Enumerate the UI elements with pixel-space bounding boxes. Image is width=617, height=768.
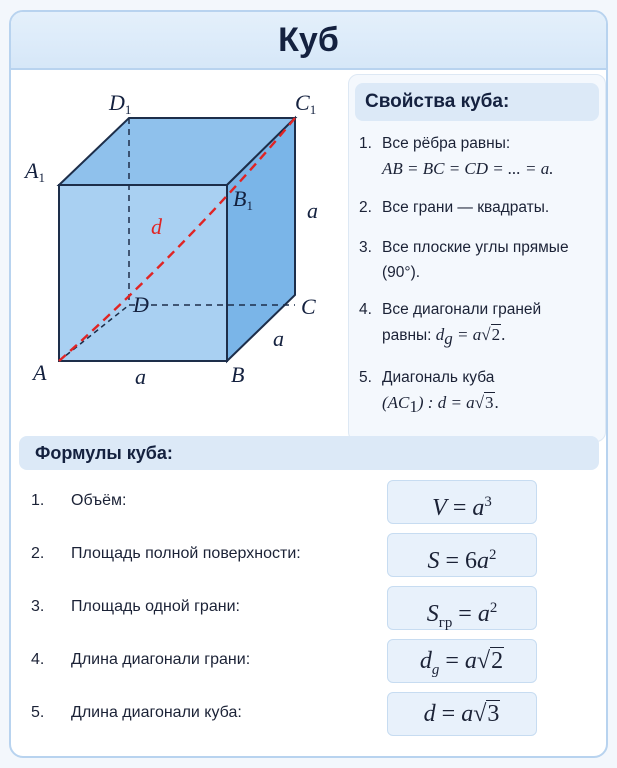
page-title: Куб — [11, 12, 606, 70]
properties-heading: Свойства куба: — [355, 83, 599, 121]
vertex-label-b1: B1 — [233, 186, 253, 213]
formula-row: 5. Длина диагонали куба: d = a√3 — [11, 690, 606, 738]
vertex-label-b: B — [231, 362, 245, 387]
formula-box: d = a√3 — [387, 692, 537, 736]
edge-label-depth: a — [273, 326, 284, 351]
formula-box: $d_g = a√2$ — [387, 639, 537, 683]
edge-label-side: a — [307, 198, 318, 223]
cube-front-face — [59, 185, 227, 361]
formula-row: 4. Длина диагонали грани: $d_g = a√2$ — [11, 637, 606, 685]
formula-box: $S = 6a^2$ — [387, 533, 537, 577]
vertex-label-c1: C1 — [295, 90, 317, 117]
properties-panel: Свойства куба: 1. Все рёбра равны: AB = BC = CD = ... = a. 2. Все грани — квадраты. 3. Все плоские углы прямые (90°). 4. Все диагонали граней равны: $d_g = a√2$. 5. Диагональ куба $(AC_1)$ : d = a√3. — [348, 74, 606, 442]
diagonal-label: d — [151, 214, 162, 239]
edge-label-bottom: a — [135, 364, 146, 389]
cube-card — [9, 10, 608, 758]
vertex-label-a: A — [33, 360, 47, 385]
formulas-heading: Формулы куба: — [19, 436, 599, 470]
vertex-label-d1: D1 — [109, 90, 132, 117]
formula-row: 3. Площадь одной грани: $S_{гр} = a^2$ — [11, 584, 606, 632]
cube-figure — [11, 68, 351, 428]
formula-box: $V = a^3$ — [387, 480, 537, 524]
formula-row: 2. Площадь полной поверхности: $S = 6a^2$ — [11, 531, 606, 579]
vertex-label-a1: A1 — [25, 158, 45, 185]
vertex-label-d: D — [133, 292, 149, 317]
vertex-label-c: C — [301, 294, 316, 319]
formula-row: 1. Объём: $V = a^3$ — [11, 478, 606, 526]
formula-box: $S_{гр} = a^2$ — [387, 586, 537, 630]
